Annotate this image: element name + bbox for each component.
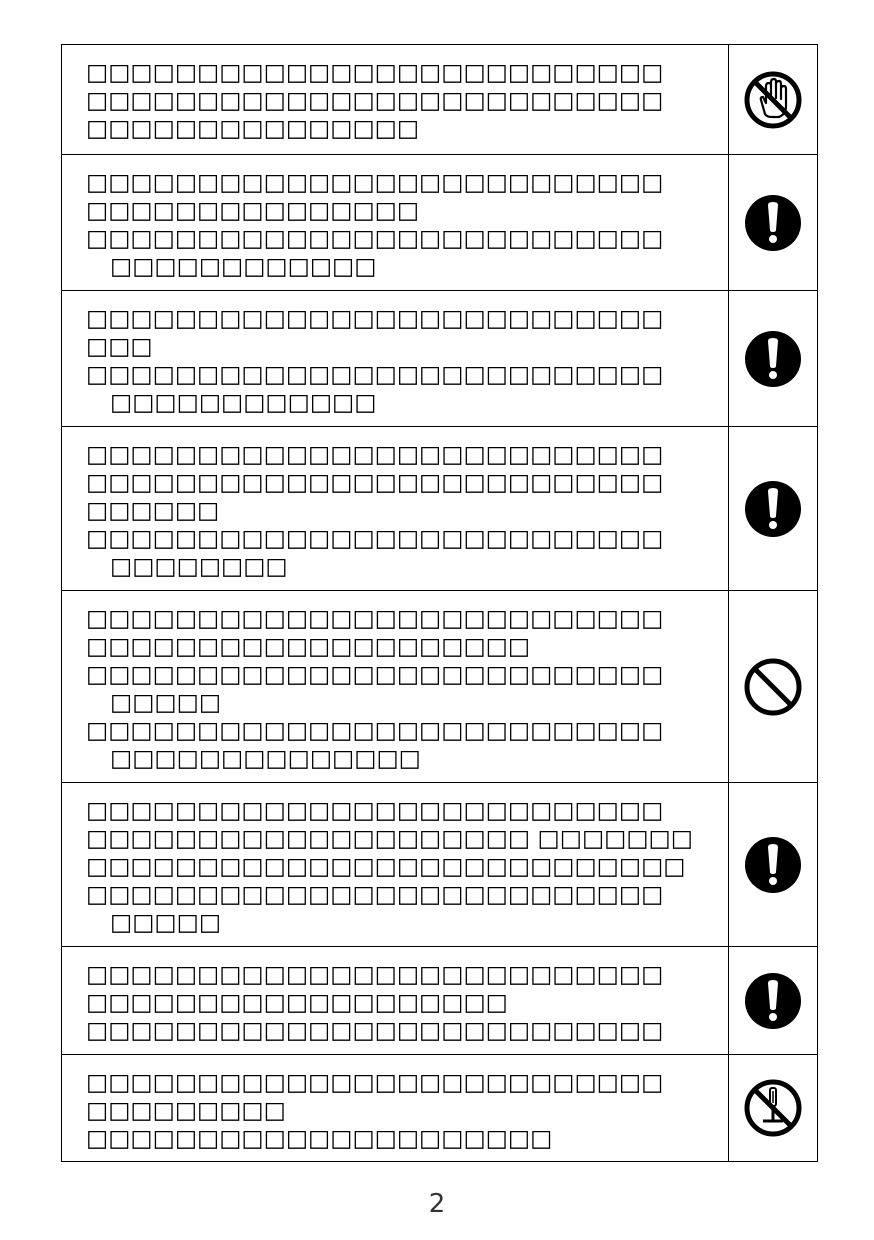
instruction-line: □□□□□□□□□□□□□□ bbox=[110, 744, 421, 772]
instruction-line: □□□□□□□□□□□□□□□□□□□□□□□□□□□ bbox=[86, 852, 686, 880]
instruction-text bbox=[62, 291, 729, 426]
icon-cell bbox=[729, 45, 817, 154]
exclamation-icon bbox=[743, 835, 803, 895]
instruction-line: □□□□□□□□□□□□□□□ bbox=[86, 196, 420, 224]
instruction-line: □□□□□□□□□□□□□□□□□□□□□□□□□□ bbox=[86, 960, 664, 988]
instruction-row bbox=[62, 427, 817, 591]
instruction-line: □□□□□□□□□□□□□□□□□□□□□□□□□□ bbox=[86, 716, 664, 744]
instruction-text bbox=[62, 591, 729, 782]
instruction-text bbox=[62, 427, 729, 590]
instruction-line: □□□□□□□□□□□□□□□□□□□□□□□□□□ bbox=[86, 304, 664, 332]
safety-instructions-table bbox=[61, 44, 818, 1162]
instruction-line: □□□□□□□□□□□□□□□□□□□□□□□□□□ bbox=[86, 880, 664, 908]
instruction-line: □□□□□□□□□□□□□□□□□□□□ bbox=[86, 632, 531, 660]
instruction-text bbox=[62, 1055, 729, 1161]
instruction-row bbox=[62, 783, 817, 947]
instruction-row bbox=[62, 947, 817, 1055]
instruction-line: □□□□□□□□□□□□□□□□□□□□□□□□□□ bbox=[86, 660, 664, 688]
instruction-line: □□□ bbox=[86, 332, 153, 360]
instruction-text bbox=[62, 783, 729, 946]
exclamation-icon bbox=[743, 479, 803, 539]
icon-cell bbox=[729, 591, 817, 782]
instruction-line: □□□□□□□□ bbox=[110, 552, 288, 580]
instruction-line: □□□□□□□□□□□□□□□□□□□□□□□□□□ bbox=[86, 524, 664, 552]
instruction-line: □□□□□□□□□□□□□□□□□□□□□□□□□□ bbox=[86, 58, 664, 86]
exclamation-icon bbox=[743, 329, 803, 389]
instruction-line: □□□□□□□□□□□□□□□□□□□□□□□□□□ bbox=[86, 468, 664, 496]
instruction-line: □□□□□□□□□□□□□□□□□□□□□ bbox=[86, 1124, 553, 1152]
instruction-row bbox=[62, 155, 817, 291]
icon-cell bbox=[729, 427, 817, 590]
instruction-line: □□□□□□□□□□□□□□□□□□□□□□□□□□ bbox=[86, 440, 664, 468]
page-number: 2 bbox=[428, 1189, 446, 1219]
instruction-row bbox=[62, 45, 817, 155]
instruction-line: □□□□□□□□□□□□ bbox=[110, 388, 377, 416]
exclamation-icon bbox=[743, 193, 803, 253]
instruction-line: □□□□□□□□□□□□□□□□□□□□□□□□□□ bbox=[86, 604, 664, 632]
instruction-text bbox=[62, 45, 729, 154]
instruction-line: □□□□□□□□□□□□□□□□□□□□□□□□□□ bbox=[86, 796, 664, 824]
instruction-line: □□□□□□□□□□□□□□□□□□□□ □□□□□□□ bbox=[86, 824, 693, 852]
icon-cell bbox=[729, 1055, 817, 1161]
instruction-line: □□□□□□□□□ bbox=[86, 1096, 286, 1124]
no-disassembly-icon bbox=[743, 1078, 803, 1138]
instruction-row bbox=[62, 591, 817, 783]
instruction-line: □□□□□□□□□□□□□□□ bbox=[86, 114, 420, 142]
instruction-text bbox=[62, 947, 729, 1054]
icon-cell bbox=[729, 291, 817, 426]
icon-cell bbox=[729, 155, 817, 290]
prohibited-icon bbox=[743, 657, 803, 717]
instruction-line: □□□□□□□□□□□□ bbox=[110, 252, 377, 280]
instruction-line: □□□□□□□□□□□□□□□□□□□□□□□□□□ bbox=[86, 224, 664, 252]
instruction-row bbox=[62, 291, 817, 427]
instruction-line: □□□□□□□□□□□□□□□□□□□□□□□□□□ bbox=[86, 1068, 664, 1096]
instruction-line: □□□□□□□□□□□□□□□□□□□□□□□□□□ bbox=[86, 86, 664, 114]
icon-cell bbox=[729, 947, 817, 1054]
no-touch-icon bbox=[743, 70, 803, 130]
instruction-text bbox=[62, 155, 729, 290]
instruction-line: □□□□□□ bbox=[86, 496, 220, 524]
exclamation-icon bbox=[743, 971, 803, 1031]
instruction-line: □□□□□ bbox=[110, 908, 222, 936]
instruction-row bbox=[62, 1055, 817, 1161]
instruction-line: □□□□□ bbox=[110, 688, 222, 716]
instruction-line: □□□□□□□□□□□□□□□□□□□□□□□□□□ bbox=[86, 168, 664, 196]
icon-cell bbox=[729, 783, 817, 946]
instruction-line: □□□□□□□□□□□□□□□□□□□□□□□□□□ bbox=[86, 1016, 664, 1044]
instruction-line: □□□□□□□□□□□□□□□□□□□ bbox=[86, 988, 508, 1016]
instruction-line: □□□□□□□□□□□□□□□□□□□□□□□□□□ bbox=[86, 360, 664, 388]
